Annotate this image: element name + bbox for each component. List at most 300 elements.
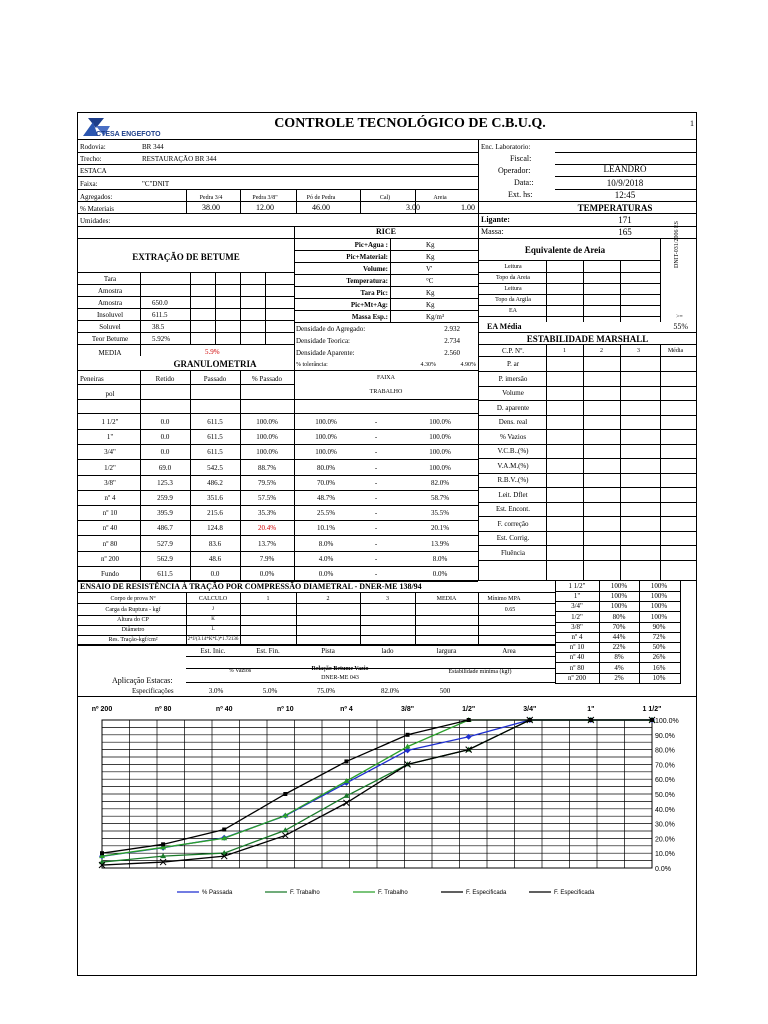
rule (555, 580, 556, 684)
rule (77, 551, 478, 552)
gran-row-faixa-max: 100.0% (429, 433, 451, 442)
rule (294, 322, 478, 323)
granulometry-chart (77, 698, 697, 906)
gran-row-retido: 0.0 (160, 433, 170, 442)
material-5: 1.00 (461, 203, 475, 212)
y-tick-label: 60.0% (655, 777, 675, 785)
materiais-label: % Materiais (80, 205, 115, 213)
rule (478, 560, 697, 561)
y-tick-label: 40.0% (655, 806, 675, 814)
ligante-value: 171 (618, 215, 632, 225)
tolerancia-label: % tolerância: (296, 362, 328, 368)
rule (478, 415, 697, 416)
rule (77, 566, 478, 567)
gran-row-pct: 100.0% (256, 448, 278, 457)
rule (77, 535, 478, 536)
rodovia-label: Rodovia: (80, 143, 106, 151)
rice-row-label: Temperatura: (346, 277, 388, 285)
data-point (222, 828, 226, 832)
gran-row-faixa-min: 8.0% (318, 539, 334, 548)
faixa-label: Faixa: (80, 180, 98, 188)
material-2: 12.00 (256, 203, 274, 212)
rule (583, 260, 584, 322)
rule (240, 272, 241, 344)
material-3: 46.00 (312, 203, 330, 212)
rule (583, 344, 584, 580)
gran-row-pct: 57.5% (257, 494, 277, 502)
gran-row-passado: 542.5 (207, 463, 223, 472)
faixa-row-sieve: 3/4" (571, 602, 583, 611)
gran-row-passado: 48.6 (208, 554, 222, 563)
granulometria-title: GRANULOMETRIA (173, 359, 257, 369)
extracao-row-value: 5.92% (152, 335, 171, 343)
gran-row-dash: - (374, 463, 378, 472)
gran-row-passado: 611.5 (207, 433, 223, 442)
gran-row-faixa-min: 70.0% (316, 478, 336, 487)
gran-row-pct: 7.9% (259, 554, 275, 563)
espec-value: 3.0% (208, 687, 224, 695)
media-label: MEDIA (98, 349, 122, 357)
legend-label: % Passada (202, 890, 233, 896)
gran-row-passado: 611.5 (207, 448, 223, 457)
faixa-row-max: 72% (652, 633, 666, 641)
rule (294, 310, 478, 311)
agregado-col-1: Pedra 3/4 (199, 195, 223, 201)
ensaio-row-label: Res. Tração-kgf/cm² (108, 637, 158, 643)
data-label: Data:: (514, 178, 534, 187)
marshall-row-label: Leit. Dflet (498, 490, 528, 499)
rule (77, 272, 294, 273)
gran-row-pct: 79.5% (257, 478, 277, 487)
rule (546, 344, 547, 580)
gran-row-dash: - (374, 418, 378, 426)
rule (478, 473, 697, 474)
rule (190, 272, 191, 344)
x-tick-label: 1" (587, 706, 595, 713)
faixa-row-min: 100% (610, 602, 628, 611)
rule (478, 371, 697, 372)
rule (77, 429, 478, 430)
data-point (528, 718, 532, 722)
rule (478, 545, 697, 546)
faixa-row-max: 100% (650, 582, 668, 590)
material-1: 38.00 (202, 203, 220, 212)
equivalente-row-label: Leitura (504, 264, 522, 270)
aplicacao-header: largura (436, 647, 457, 655)
agregado-col-2: Pedra 3/8" (252, 195, 278, 201)
rule (478, 429, 697, 430)
ext-value: 12:45 (614, 190, 636, 200)
gran-row-faixa-max: 100.0% (429, 448, 451, 457)
faixa-row-sieve: nº 10 (569, 643, 585, 652)
marshall-title: ESTABILIDADE MARSHALL (526, 334, 649, 344)
faixa-row-sieve: nº 80 (569, 663, 585, 672)
gran-row-retido: 395.9 (157, 509, 173, 518)
dens-agregado-value: 2.932 (444, 325, 460, 333)
gran-row-faixa-min: 4.0% (318, 554, 334, 563)
rule (77, 308, 294, 309)
page-number: 1 (690, 119, 694, 128)
gran-row-retido: 0.0 (160, 418, 170, 426)
faixa-row-max: 50% (652, 643, 666, 652)
rule (77, 696, 697, 697)
faixa-row-sieve: nº 200 (568, 673, 586, 682)
gran-row-dash: - (374, 539, 378, 548)
faixa-row-sieve: 1 1/2" (568, 582, 586, 590)
rule (190, 370, 191, 580)
operador-value: LEANDRO (603, 164, 647, 174)
gran-header-pol: pol (105, 390, 115, 398)
dens-aparente-value: 2.560 (444, 349, 460, 357)
equivalente-side-label: DNIT-031/2006 ES (674, 221, 680, 268)
rice-row-label: Massa Esp.: (351, 313, 388, 321)
marshall-col: 3 (637, 348, 640, 354)
ensaio-header: Corpo de prova Nº (110, 596, 156, 602)
gran-row-retido: 527.9 (157, 539, 173, 548)
umidades-label: Umidades: (80, 217, 111, 225)
rule (478, 444, 697, 445)
rule (478, 487, 697, 488)
ensaio-header: 1 (266, 596, 270, 602)
material-4: 3.00 (406, 203, 420, 212)
extracao-row-value: 650.0 (152, 299, 168, 307)
gran-row-pct: 13.7% (257, 539, 277, 548)
gran-row-dash: - (374, 494, 378, 502)
rule (140, 370, 141, 580)
rice-row-label: Pic+Material: (346, 253, 388, 261)
gran-header-passado: Passado (203, 375, 227, 383)
rule (478, 260, 660, 261)
faixa-row-max: 10% (652, 673, 666, 682)
rule (294, 286, 478, 287)
x-tick-label: 3/8" (401, 706, 415, 713)
gran-row-retido: 611.5 (157, 570, 173, 578)
ensaio-row-label: Altura do CP (117, 617, 149, 623)
gran-row-peneira: nº 200 (101, 554, 119, 563)
fiscal-label: Fiscal: (510, 154, 532, 163)
rule (240, 592, 241, 644)
marshall-row-label: Fluência (500, 548, 526, 557)
rice-title: RICE (375, 227, 396, 236)
faixa-row-min: 2% (614, 673, 624, 682)
gran-row-passado: 0.0 (210, 570, 220, 578)
gran-row-faixa-max: 58.7% (430, 494, 450, 502)
ge-label: >= (676, 314, 683, 320)
company-logo (80, 114, 238, 140)
gran-row-dash: - (374, 554, 378, 563)
marshall-col: 1 (563, 348, 566, 354)
rule (77, 581, 478, 582)
gran-row-faixa-min: 100.0% (315, 433, 337, 442)
marshall-row-label: R.B.V..(%) (497, 476, 529, 484)
y-tick-label: 50.0% (655, 792, 675, 799)
aplicacao-header: Est. Inic. (200, 647, 226, 655)
enc-lab-label: Enc. Laboratorio: (481, 143, 531, 151)
relacao-label: Relação Betume Vazio (311, 666, 369, 672)
faixa-row-sieve: nº 40 (569, 653, 585, 662)
gran-header-pct: % Passado (251, 375, 283, 383)
equivalente-row-label: Topo da Areia (496, 275, 530, 281)
ensaio-title: ENSAIO DE RESISTÊNCIA À TRAÇÃO POR COMPRESSÃO DIAMETRAL - DNER-ME 138/94 (80, 582, 422, 591)
agregado-col-3: Pó de Pedra (306, 195, 336, 201)
equivalente-row-label: EA (509, 308, 517, 314)
faixa-row-min: 44% (612, 633, 626, 641)
x-tick-label: 1 1/2" (642, 706, 662, 713)
rule (77, 284, 294, 285)
massa-value: 165 (618, 227, 632, 237)
data-value: 10/9/2018 (606, 178, 644, 188)
logo-text: CTESA ENGEFOTO (96, 131, 161, 138)
gran-header-peneiras: Peneiras (80, 375, 104, 383)
data-point (467, 718, 471, 722)
x-tick-label: 1/2" (462, 706, 476, 713)
marshall-row-label: V.A.M.(%) (497, 461, 529, 470)
faixa-row-sieve: 1" (573, 592, 581, 601)
gran-row-pct: 88.7% (257, 463, 277, 472)
gran-row-faixa-max: 8.0% (432, 554, 448, 563)
gran-row-retido: 562.9 (157, 554, 173, 563)
faixa-row-min: 100% (610, 582, 628, 590)
massa-label: Massa: (481, 227, 504, 236)
legend-label: F. Especificada (466, 890, 507, 896)
faixa-row-min: 100% (610, 592, 628, 601)
gran-header-trabalho: TRABALHO (369, 389, 403, 395)
espec-value: 500 (439, 687, 451, 695)
gran-row-retido: 69.0 (158, 463, 172, 472)
ensaio-minimo: 0.65 (504, 607, 516, 613)
extracao-row-label: Tara (103, 275, 117, 283)
gran-row-dash: - (374, 509, 378, 518)
gran-header-faixa: FAIXA (377, 375, 395, 381)
rule (77, 344, 294, 345)
ensaio-header: MEDIA (436, 596, 457, 602)
rule (415, 592, 416, 644)
ensaio-row-calc: K (211, 617, 215, 622)
agregado-col-5: Areia (433, 195, 447, 201)
rule (478, 502, 697, 503)
rice-row-label: Volume: (362, 265, 388, 273)
rule (77, 603, 555, 604)
x-tick-label: nº 10 (277, 706, 294, 713)
gran-row-faixa-min: 100.0% (315, 418, 337, 426)
rule (360, 592, 361, 644)
legend-label: F. Especificada (554, 890, 595, 896)
extracao-row-label: Amostra (97, 299, 123, 307)
rule (478, 356, 697, 357)
faixa-row-min: 70% (612, 622, 626, 631)
page-title: CONTROLE TECNOLÓGICO DE C.B.U.Q. (274, 116, 546, 131)
rule (77, 475, 478, 476)
faixa-row-max: 100% (650, 592, 668, 601)
rule (77, 384, 294, 385)
ea-media-value: 55% (673, 322, 688, 331)
rule (77, 332, 294, 333)
data-point (344, 759, 348, 763)
rule (390, 238, 391, 322)
rule (215, 272, 216, 344)
faixa-value: "C"DNIT (142, 180, 170, 188)
legend-label: F. Trabalho (378, 890, 408, 896)
rule (555, 683, 680, 684)
rodovia-value: BR 344 (142, 143, 164, 151)
gran-row-faixa-min: 10.1% (316, 524, 336, 533)
rule (77, 520, 478, 521)
rule (77, 399, 478, 400)
gran-row-passado: 486.2 (207, 478, 223, 487)
agregados-label: Agregados: (80, 193, 113, 201)
faixa-row-min: 8% (614, 653, 624, 662)
rule (620, 344, 621, 580)
marshall-row-label: V.C.B..(%) (497, 447, 529, 455)
aplicacao-header: Pista (321, 647, 335, 655)
extracao-row-value: 611.5 (152, 311, 168, 319)
gran-row-peneira: nº 40 (102, 524, 118, 533)
dens-teorica-label: Densidade Teorica: (296, 337, 350, 345)
rule (186, 682, 555, 683)
marshall-row-label: D. aparente (496, 403, 530, 412)
faixa-row-sieve: 1/2" (571, 612, 583, 621)
aplicacao-label: Aplicação Estacas: (112, 676, 173, 685)
marshall-row-label: P. ar (506, 360, 520, 368)
gran-row-peneira: nº 4 (104, 494, 116, 502)
data-point (100, 851, 104, 855)
rice-row-unit: Kg (426, 241, 435, 249)
faixa-row-min: 22% (612, 643, 626, 652)
y-tick-label: 70.0% (655, 762, 675, 770)
faixa-row-sieve: nº 4 (571, 633, 583, 641)
gran-row-dash: - (374, 448, 378, 457)
gran-row-faixa-min: 100.0% (315, 448, 337, 457)
y-tick-label: 0.0% (655, 866, 671, 873)
equivalente-row-label: Topo da Argila (495, 297, 531, 303)
marshall-row-label: Est. Encont. (495, 505, 531, 513)
gran-row-passado: 83.6 (208, 539, 222, 548)
ensaio-header: CALCULO (198, 596, 228, 602)
y-tick-label: 80.0% (655, 747, 675, 755)
gran-row-faixa-min: 25.5% (316, 509, 336, 518)
gran-row-peneira: nº 10 (102, 509, 118, 518)
trecho-label: Trecho: (80, 155, 102, 163)
ensaio-row-calc: L (211, 627, 215, 632)
rule (478, 400, 697, 401)
vazios-label: % Vazios (228, 668, 252, 674)
gran-row-faixa-max: 100.0% (429, 463, 451, 472)
extracao-row-label: Insoluvel (96, 311, 124, 319)
marshall-row-label: P. imersão (498, 374, 528, 383)
gran-row-dash: - (374, 433, 378, 442)
gran-row-peneira: 3/8" (104, 478, 116, 487)
rice-row-label: Pic+Mt+Ag: (350, 301, 388, 309)
gran-row-retido: 0.0 (160, 448, 170, 457)
equivalente-row-label: Leitura (504, 286, 522, 292)
gran-row-faixa-max: 100.0% (429, 418, 451, 426)
rice-row-label: Pic+Agua : (354, 241, 388, 249)
data-point (161, 842, 165, 846)
espec-label: Especificações (132, 687, 174, 695)
rule (478, 386, 697, 387)
rule (265, 272, 266, 344)
data-point (283, 792, 287, 796)
extracao-row-label: Amostra (97, 287, 123, 295)
ensaio-row-label: Carga da Ruptura - kgf (105, 607, 161, 613)
ensaio-header: 3 (386, 596, 389, 602)
aplicacao-header: Area (502, 647, 516, 655)
gran-row-faixa-max: 13.9% (430, 539, 450, 548)
dens-aparente-label: Densidade Aparente: (296, 349, 355, 357)
ensaio-row-label: Diâmetro (121, 627, 145, 633)
faixa-row-max: 26% (652, 653, 666, 662)
rule (599, 580, 600, 684)
faixa-row-max: 100% (650, 612, 668, 621)
agregado-col-4: Cal) (379, 195, 391, 201)
gran-row-faixa-max: 0.0% (432, 570, 448, 578)
ea-media-label: EA Média (487, 322, 522, 331)
operador-label: Operador: (498, 166, 531, 175)
faixa-row-min: 80% (612, 612, 626, 621)
rice-row-unit: Kg (426, 289, 435, 297)
gran-row-pct: 35.3% (257, 509, 277, 518)
gran-row-faixa-min: 80.0% (316, 463, 336, 472)
rule (546, 260, 547, 322)
rule (478, 458, 697, 459)
x-tick-label: nº 4 (340, 706, 353, 713)
extracao-title: EXTRAÇÃO DE BETUME (132, 252, 240, 262)
rule (478, 592, 479, 644)
rule (294, 250, 478, 251)
gran-row-retido: 486.7 (157, 524, 173, 533)
rule (77, 444, 478, 445)
rule (620, 260, 621, 322)
dens-teorica-value: 2.734 (444, 337, 460, 345)
rule (77, 490, 478, 491)
marshall-row-label: F. correção (497, 519, 529, 528)
rule (77, 413, 478, 414)
rule (77, 296, 294, 297)
rule (240, 370, 241, 580)
rule (680, 580, 681, 684)
faixa-row-min: 4% (614, 663, 624, 672)
gran-row-faixa-max: 35.5% (430, 509, 450, 518)
marshall-col: Média (667, 348, 684, 354)
extracao-row-label: Soluvel (99, 323, 121, 331)
gran-row-peneira: 1/2" (104, 463, 116, 472)
rule (478, 139, 479, 580)
rule (77, 459, 478, 460)
espec-value: 5.0% (262, 687, 278, 695)
gran-row-passado: 215.6 (207, 509, 223, 518)
rule (77, 644, 555, 645)
marshall-cp-label: C.P. Nº. (501, 347, 524, 355)
gran-row-dash: - (374, 478, 378, 487)
aplicacao-header: Est. Fin. (256, 647, 280, 655)
rule (77, 592, 555, 593)
ligante-label: Ligante: (481, 215, 510, 224)
equivalente-title: Equivalente de Areia (524, 245, 606, 255)
marshall-col: 2 (600, 348, 603, 354)
rice-row-unit: V' (426, 265, 433, 273)
rice-row-unit: Kg (426, 301, 435, 309)
rule (478, 516, 697, 517)
media-value: 5.9% (205, 348, 220, 356)
extracao-row-value: 38.5 (152, 323, 165, 331)
ensaio-header: Mínimo MPA (487, 596, 521, 602)
rule (77, 505, 478, 506)
gran-header-retido: Retido (155, 375, 175, 383)
ensaio-row-calc: J (212, 607, 214, 612)
rule (186, 592, 187, 644)
gran-row-faixa-max: 20.1% (430, 524, 450, 533)
rule (639, 580, 640, 684)
